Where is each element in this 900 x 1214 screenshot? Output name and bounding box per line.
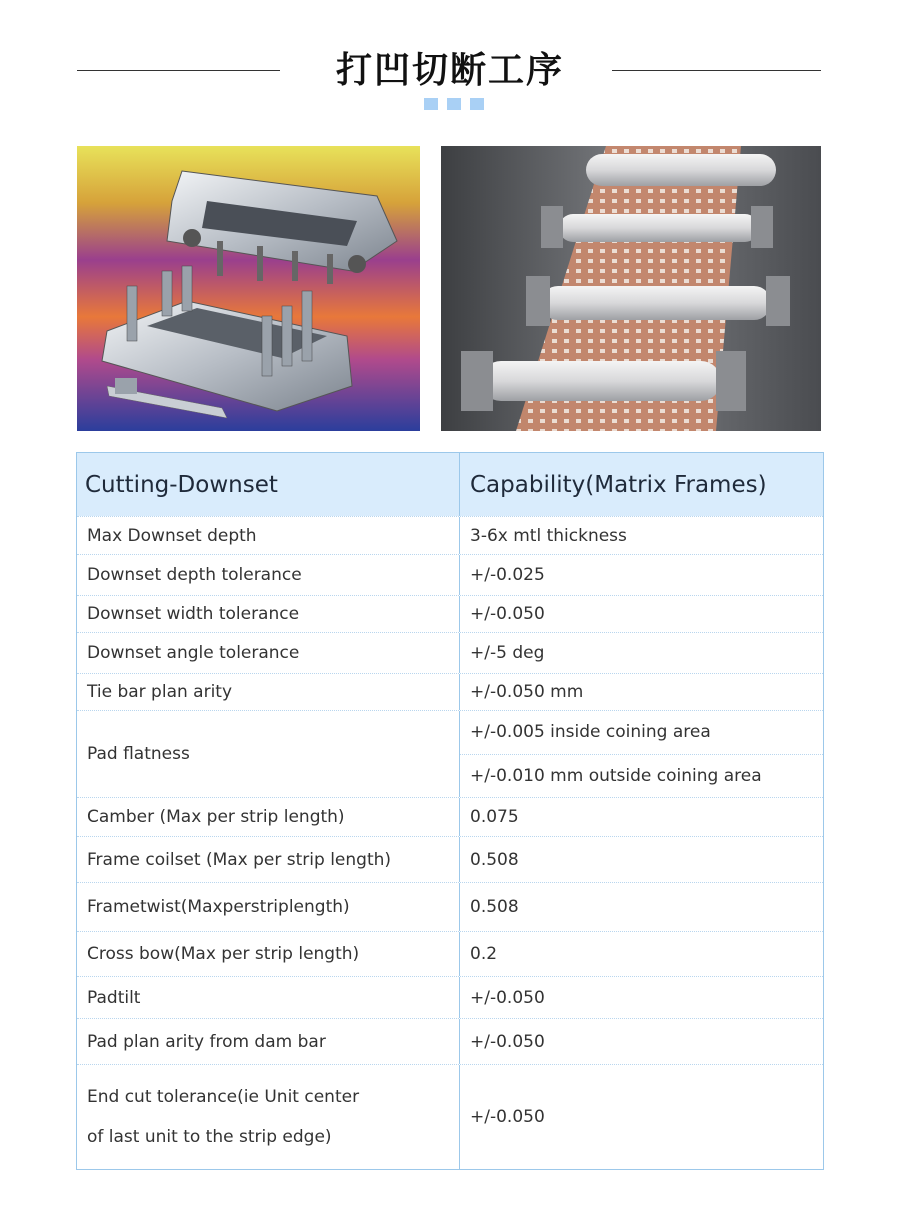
table-row <box>77 882 823 931</box>
row-value: 0.075 <box>470 807 519 827</box>
table-row <box>77 1018 823 1064</box>
table-row <box>77 976 823 1018</box>
table-row <box>77 673 823 710</box>
row-value: 3-6x mtl thickness <box>470 525 627 546</box>
row-value: +/-0.005 inside coining area <box>470 722 711 743</box>
capability-table <box>76 452 824 1170</box>
row-label <box>77 1065 460 1169</box>
title-divider-right <box>612 70 821 71</box>
row-value: 0.2 <box>470 944 498 964</box>
table-row <box>77 797 823 836</box>
table-row <box>77 931 823 976</box>
row-value: +/-0.050 <box>470 604 545 624</box>
row-value: +/-5 deg <box>470 643 545 663</box>
row-label: Camber (Max per strip length) <box>77 798 460 836</box>
page-header <box>0 0 900 130</box>
row-value: +/-0.050 <box>470 1031 545 1052</box>
lead-frame-strip-photo <box>441 146 821 431</box>
row-label: Downset angle tolerance <box>77 633 460 673</box>
table-header-capability: Capability(Matrix Frames) <box>470 471 767 498</box>
row-value: +/-0.025 <box>470 565 545 585</box>
decoration-square <box>470 98 484 110</box>
row-label-line: of last unit to the strip edge) <box>87 1127 332 1147</box>
row-label: Pad plan arity from dam bar <box>77 1019 460 1064</box>
table-row <box>77 595 823 632</box>
decoration-square <box>447 98 461 110</box>
row-value: 0.508 <box>470 897 519 917</box>
row-value: 0.508 <box>470 849 519 870</box>
stamping-die-photo <box>77 146 420 431</box>
table-row <box>77 632 823 673</box>
row-label: Frame coilset (Max per strip length) <box>77 837 460 882</box>
table-row <box>77 710 823 797</box>
table-header-row <box>77 452 823 516</box>
row-value: +/-0.050 mm <box>470 682 584 702</box>
row-label: Tie bar plan arity <box>77 674 460 710</box>
row-label: Max Downset depth <box>77 517 460 554</box>
row-value: +/-0.010 mm outside coining area <box>460 754 823 798</box>
row-label: Cross bow(Max per strip length) <box>77 932 460 976</box>
table-row <box>77 836 823 882</box>
page-title: 打凹切断工序 <box>335 50 564 91</box>
row-label-line: End cut tolerance(ie Unit center <box>87 1087 360 1107</box>
row-label: Downset depth tolerance <box>77 555 460 595</box>
row-label: Frametwist(Maxperstriplength) <box>77 883 460 931</box>
row-value: +/-0.050 <box>470 987 545 1008</box>
decoration-square <box>424 98 438 110</box>
row-label: Padtilt <box>77 977 460 1018</box>
title-decoration <box>424 98 484 110</box>
table-row <box>77 554 823 595</box>
row-label: Pad flatness <box>77 711 460 797</box>
row-value: +/-0.050 <box>470 1107 545 1127</box>
row-label: Downset width tolerance <box>77 596 460 632</box>
table-row <box>77 516 823 554</box>
table-row <box>77 1064 823 1169</box>
table-header-cutting-downset: Cutting-Downset <box>77 453 460 516</box>
row-value-group <box>460 711 823 797</box>
